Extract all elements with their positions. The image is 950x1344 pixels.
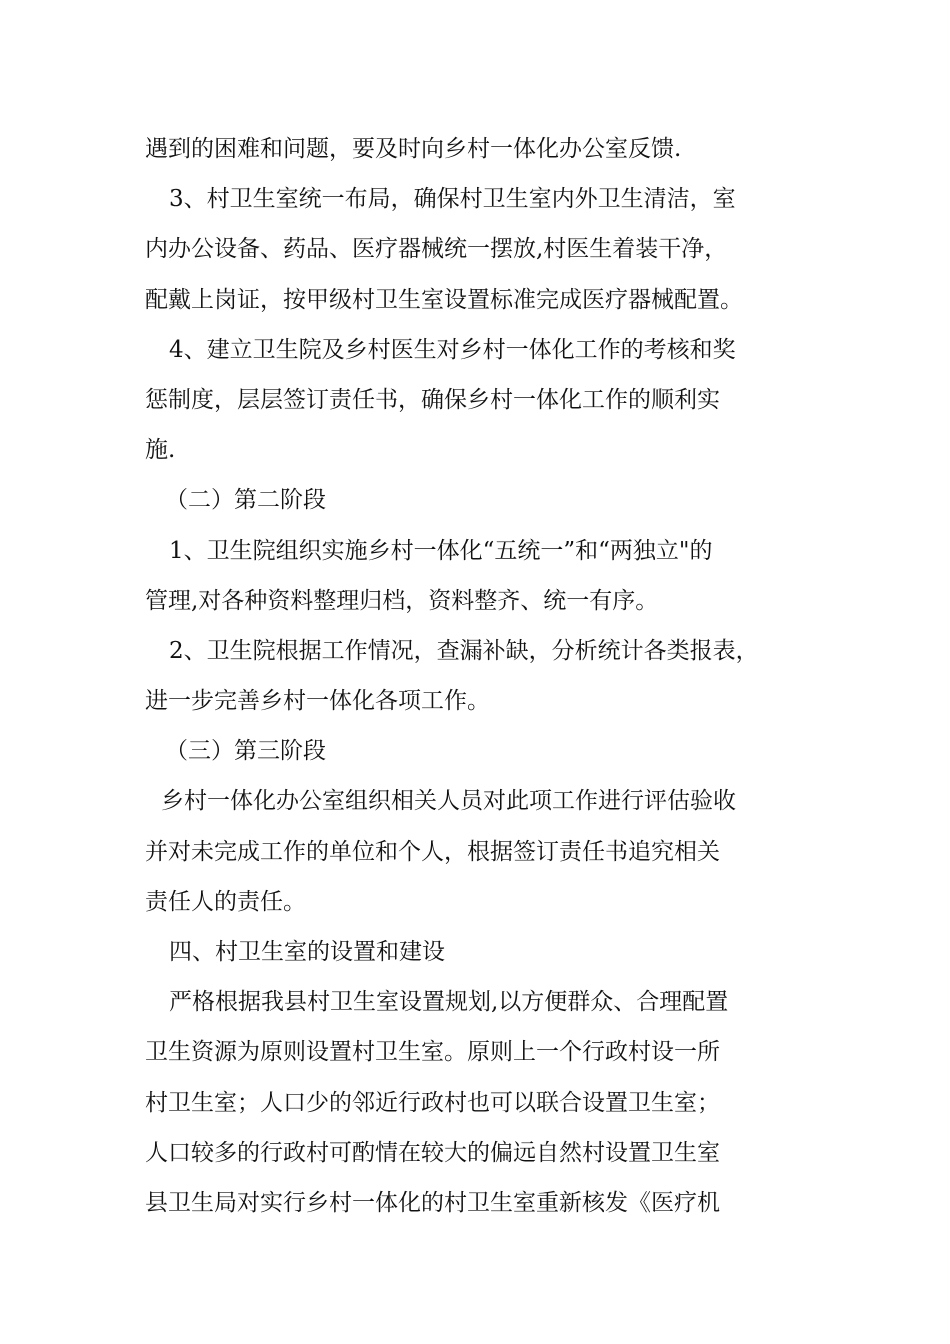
text-line: 乡村一体化办公室组织相关人员对此项工作进行评估验收 bbox=[161, 788, 736, 815]
text-line: 卫生资源为原则设置村卫生室。原则上一个行政村设一所 bbox=[145, 1039, 720, 1066]
text-line: 1、卫生院组织实施乡村一体化“五统一”和“两独立"的 bbox=[169, 537, 713, 564]
document-body bbox=[145, 124, 815, 1228]
section-heading: 四、村卫生室的设置和建设 bbox=[169, 939, 445, 965]
text-line: 严格根据我县村卫生室设置规划,以方便群众、合理配置 bbox=[169, 989, 729, 1016]
text-line: 并对未完成工作的单位和个人，根据签订责任书追究相关 bbox=[145, 838, 720, 865]
text-line: 责任人的责任。 bbox=[145, 888, 306, 915]
text-line: 惩制度，层层签订责任书，确保乡村一体化工作的顺利实 bbox=[145, 386, 720, 413]
text-line: 2、卫生院根据工作情况，查漏补缺，分析统计各类报表， bbox=[169, 637, 759, 664]
text-line: 遇到的困难和问题，要及时向乡村一体化办公室反馈. bbox=[145, 136, 682, 162]
text-line: 施. bbox=[145, 437, 176, 464]
text-line: 3、村卫生室统一布局，确保村卫生室内外卫生清洁，室 bbox=[169, 186, 736, 213]
text-line: 内办公设备、药品、医疗器械统一摆放,村医生着装干净， bbox=[145, 236, 728, 263]
text-line: 进一步完善乡村一体化各项工作。 bbox=[145, 688, 490, 715]
text-line: 村卫生室；人口少的邻近行政村也可以联合设置卫生室； bbox=[145, 1089, 720, 1116]
text-line: 人口较多的行政村可酌情在较大的偏远自然村设置卫生室 bbox=[145, 1139, 720, 1166]
section-heading: （二）第二阶段 bbox=[165, 487, 326, 514]
text-line: 4、建立卫生院及乡村医生对乡村一体化工作的考核和奖 bbox=[169, 336, 736, 363]
text-line: 管理,对各种资料整理归档，资料整齐、统一有序。 bbox=[145, 587, 659, 614]
text-line: 县卫生局对实行乡村一体化的村卫生室重新核发《医疗机 bbox=[145, 1189, 720, 1216]
text-line: 配戴上岗证，按甲级村卫生室设置标准完成医疗器械配置。 bbox=[145, 286, 743, 313]
section-heading: （三）第三阶段 bbox=[165, 738, 326, 765]
